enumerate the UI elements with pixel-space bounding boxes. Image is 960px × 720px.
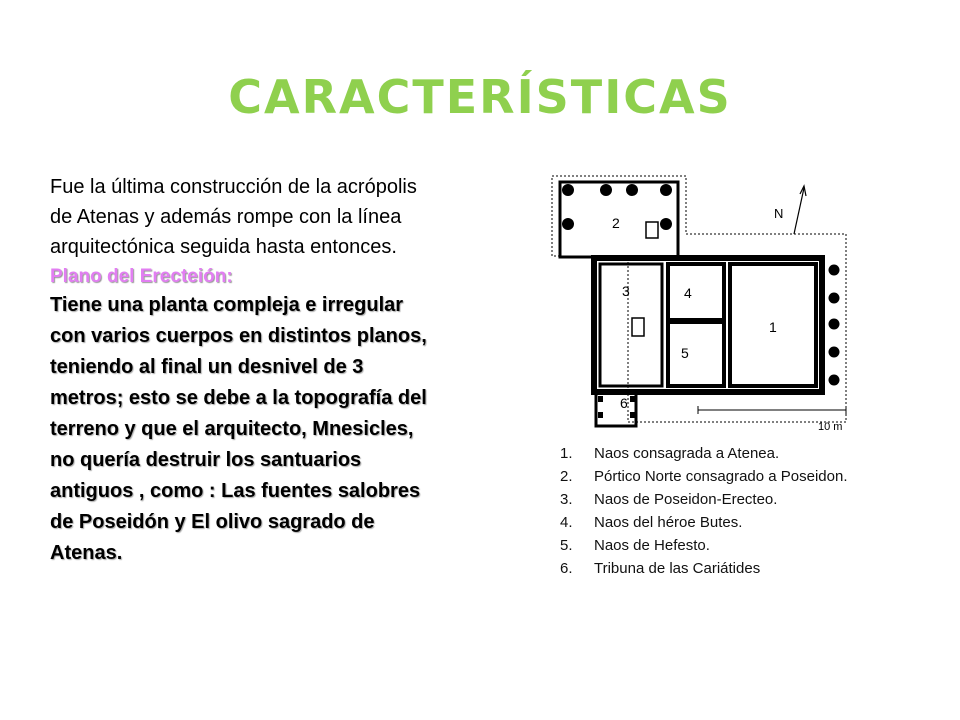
legend-item: 4. Naos del héroe Butes.	[560, 514, 743, 531]
room-label-6: 6	[620, 395, 628, 411]
scale-label: 10 m	[818, 421, 843, 433]
room-label-4: 4	[684, 285, 692, 301]
room-label-5: 5	[681, 345, 689, 361]
legend-item: 6. Tribuna de las Cariátides	[560, 560, 761, 577]
legend-item: 3. Naos de Poseidon-Erecteo.	[560, 491, 778, 508]
text-column	[50, 172, 430, 569]
legend-item: 5. Naos de Hefesto.	[560, 537, 710, 554]
plan-description: Tiene una planta compleja e irregular con varios cuerpos en distintos planos, teniendo al final un desnivel de 3 metros; esto se debe a la topografía del terreno y que el arquitecto, Mnesicles, no quería destruir los santuarios antiguos , como : Las fuentes salobres de Poseidón y El olivo sagrado de Atenas.	[50, 294, 427, 564]
columns	[562, 184, 840, 418]
room-label-1: 1	[769, 319, 777, 335]
intro-paragraph: Fue la última construcción de la acrópolis de Atenas y además rompe con la línea arquitectónica seguida hasta entonces.	[50, 176, 417, 258]
slide-title: CARACTERÍSTICAS	[228, 70, 732, 124]
room-label-3: 3	[622, 283, 630, 299]
north-label: N	[774, 206, 784, 221]
north-arrow-icon	[794, 186, 806, 234]
room-label-2: 2	[612, 215, 620, 231]
plan-subheading: Plano del Erecteión:	[50, 266, 233, 287]
scale-bar	[698, 406, 846, 414]
legend-item: 2. Pórtico Norte consagrado a Poseidon.	[560, 468, 848, 485]
plan-legend	[560, 442, 850, 580]
legend-item: 1. Naos consagrada a Atenea.	[560, 445, 780, 462]
erechtheion-floor-plan	[548, 172, 860, 438]
